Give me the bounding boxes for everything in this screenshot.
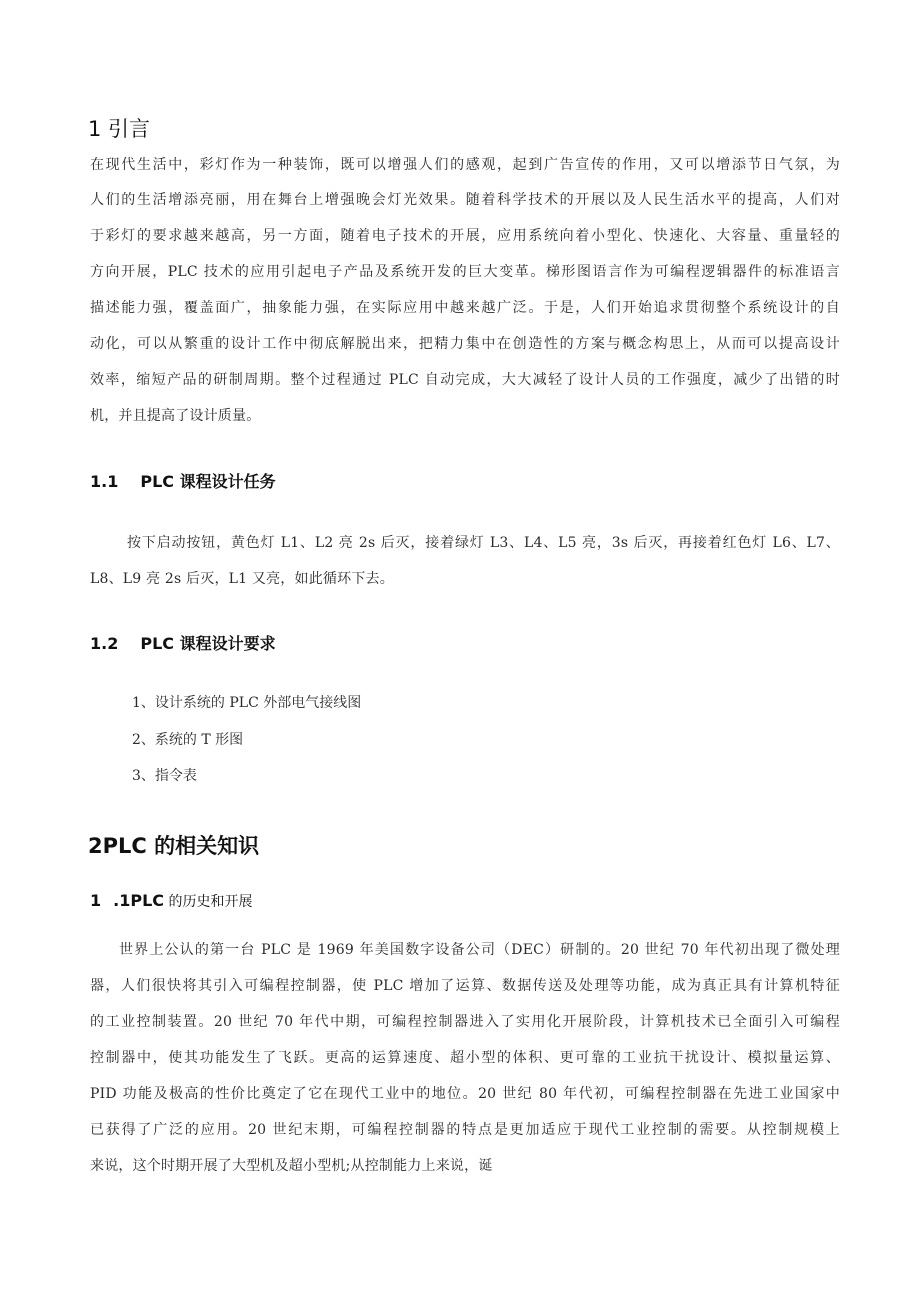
task-number: 1.1 — [90, 472, 119, 491]
intro-line: 于彩灯的要求越来越高，另一方面，随着电子技术的开展，应用系统向着小型化、快速化、大容量、重量轻的 — [90, 228, 840, 244]
history-line: 来说，这个时期开展了大型机及超小型机;从控制能力上来说，诞 — [90, 1158, 493, 1174]
intro-heading: 1 引言 — [88, 117, 151, 141]
history-line: 控制器中，使其功能发生了飞跃。更高的运算速度、超小型的体积、更可靠的工业抗干扰设计、模拟量运算、 — [90, 1050, 840, 1066]
requirements-number: 1.2 — [90, 634, 119, 653]
intro-line: 机，并且提高了设计质量。 — [90, 408, 261, 424]
history-line: 器，人们很快将其引入可编程控制器，使 PLC 增加了运算、数据传送及处理等功能，成为真正具有计算机特征 — [90, 978, 840, 994]
intro-line: 人们的生活增添亮丽，用在舞台上增强晚会灯光效果。随着科学技术的开展以及人民生活水平的提高，人们对 — [90, 192, 840, 208]
history-line: 已获得了广泛的应用。20 世纪末期，可编程控制器的特点是更加适应于现代工业控制的需要。从控制规模上 — [90, 1122, 840, 1138]
history-line: PID 功能及极高的性价比奠定了它在现代工业中的地位。20 世纪 80 年代初，可编程控制器在先进工业国家中 — [90, 1086, 840, 1102]
intro-line: 效率，缩短产品的研制周期。整个过程通过 PLC 自动完成，大大减轻了设计人员的工作强度，减少了出错的时 — [90, 372, 840, 388]
requirement-item: 3、指令表 — [132, 768, 197, 784]
task-title: PLC 课程设计任务 — [140, 472, 276, 491]
task-line: L8、L9 亮 2s 后灭，L1 又亮，如此循环下去。 — [90, 571, 394, 587]
knowledge-heading: 2PLC 的相关知识 — [88, 834, 260, 858]
intro-line: 在现代生活中，彩灯作为一种装饰，既可以增强人们的感观，起到广告宣传的作用，又可以增添节日气氛，为 — [90, 157, 840, 173]
history-line: 世界上公认的第一台 PLC 是 1969 年美国数字设备公司（DEC）研制的。20 世纪 70 年代初出现了微处理 — [119, 942, 840, 958]
requirement-item: 2、系统的 T 形图 — [132, 732, 244, 748]
intro-line: 描述能力强，覆盖面广，抽象能力强，在实际应用中越来越广泛。于是，人们开始追求贯彻整个系统设计的自 — [90, 300, 840, 316]
requirement-item: 1、设计系统的 PLC 外部电气接线图 — [132, 695, 362, 711]
task-line: 按下启动按钮，黄色灯 L1、L2 亮 2s 后灭，接着绿灯 L3、L4、L5 亮，3s 后灭，再接着红色灯 L6、L7、 — [127, 535, 840, 551]
intro-line: 方向开展，PLC 技术的应用引起电子产品及系统开发的巨大变革。梯形图语言作为可编程逻辑器件的标准语言 — [90, 264, 840, 280]
intro-line: 动化，可以从繁重的设计工作中彻底解脱出来，把精力集中在创造性的方案与概念构思上，从而可以提高设计 — [90, 336, 840, 352]
requirements-title: PLC 课程设计要求 — [140, 634, 276, 653]
task-heading — [90, 469, 276, 492]
requirements-heading — [90, 631, 276, 654]
history-number: 1 — [90, 891, 102, 910]
history-heading — [90, 891, 252, 911]
history-title-bold: .1PLC — [113, 891, 165, 910]
history-title-rest: 的历史和开展 — [164, 894, 253, 910]
history-line: 的工业控制装置。20 世纪 70 年代中期，可编程控制器进入了实用化开展阶段，计算机技术已全面引入可编程 — [90, 1014, 840, 1030]
